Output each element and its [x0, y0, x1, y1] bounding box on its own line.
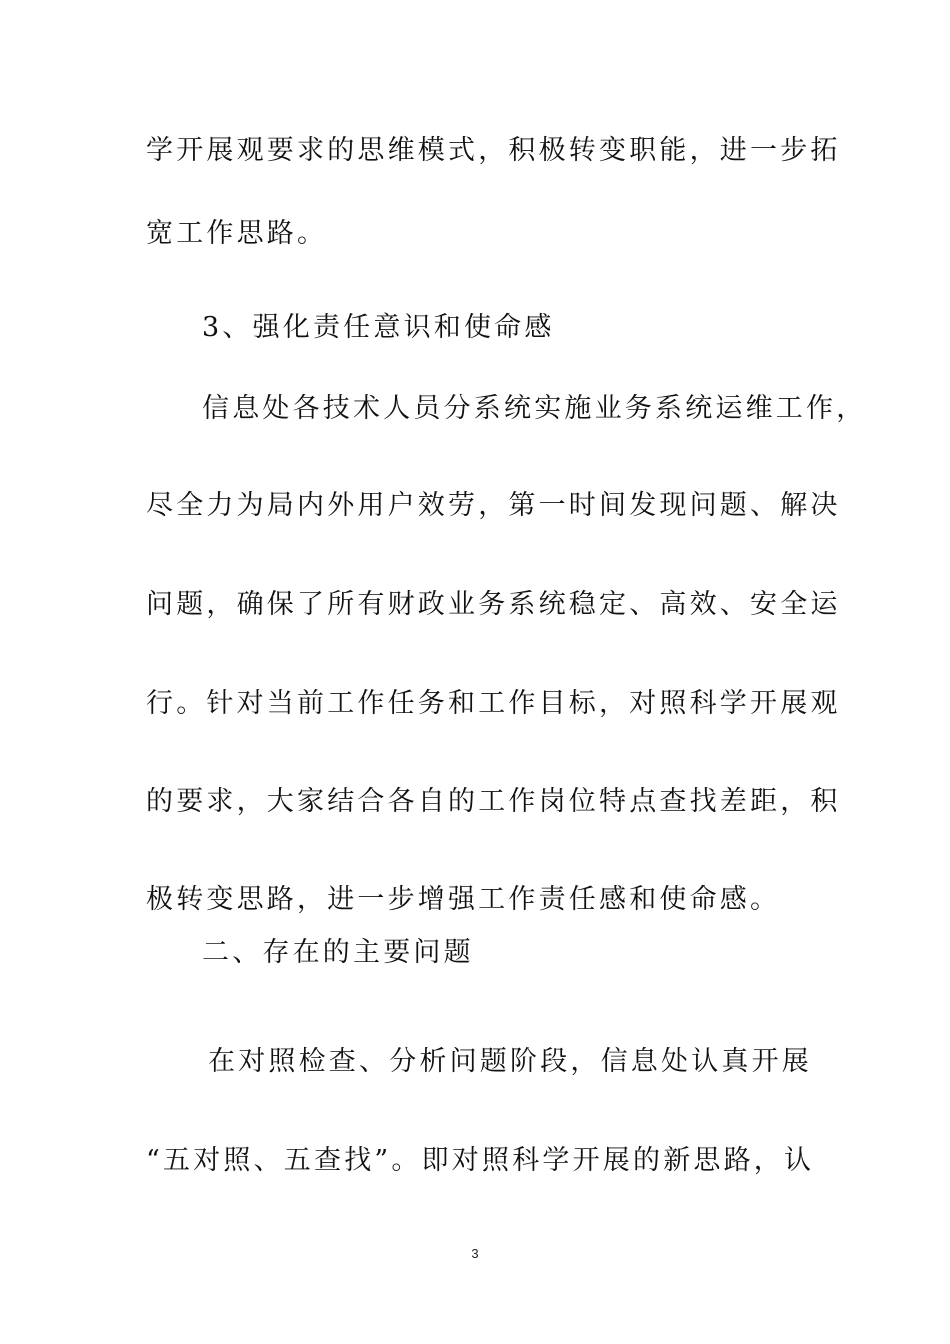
- page-number: 3: [471, 1246, 479, 1261]
- body-text-line: 问题，确保了所有财政业务系统稳定、高效、安全运: [146, 589, 841, 620]
- body-text-line: 信息处各技术人员分系统实施业务系统运维工作，: [202, 393, 867, 424]
- body-text-line: 宽工作思路。: [146, 218, 328, 249]
- body-text-line: 的要求，大家结合各自的工作岗位特点查找差距，积: [146, 786, 841, 817]
- body-text-line: 在对照检查、分析问题阶段，信息处认真开展: [208, 1046, 812, 1077]
- body-text-line: 学开展观要求的思维模式，积极转变职能，进一步拓: [146, 135, 841, 166]
- body-text-line: 行。针对当前工作任务和工作目标，对照科学开展观: [146, 688, 841, 719]
- section-heading: 二、存在的主要问题: [202, 937, 474, 968]
- section-heading: 3、强化责任意识和使命感: [202, 312, 555, 343]
- body-text-line: 尽全力为局内外用户效劳，第一时间发现问题、解决: [146, 490, 841, 521]
- body-text-line: “五对照、五查找”。即对照科学开展的新思路，认: [146, 1145, 815, 1176]
- body-text-line: 极转变思路，进一步增强工作责任感和使命感。: [146, 884, 781, 915]
